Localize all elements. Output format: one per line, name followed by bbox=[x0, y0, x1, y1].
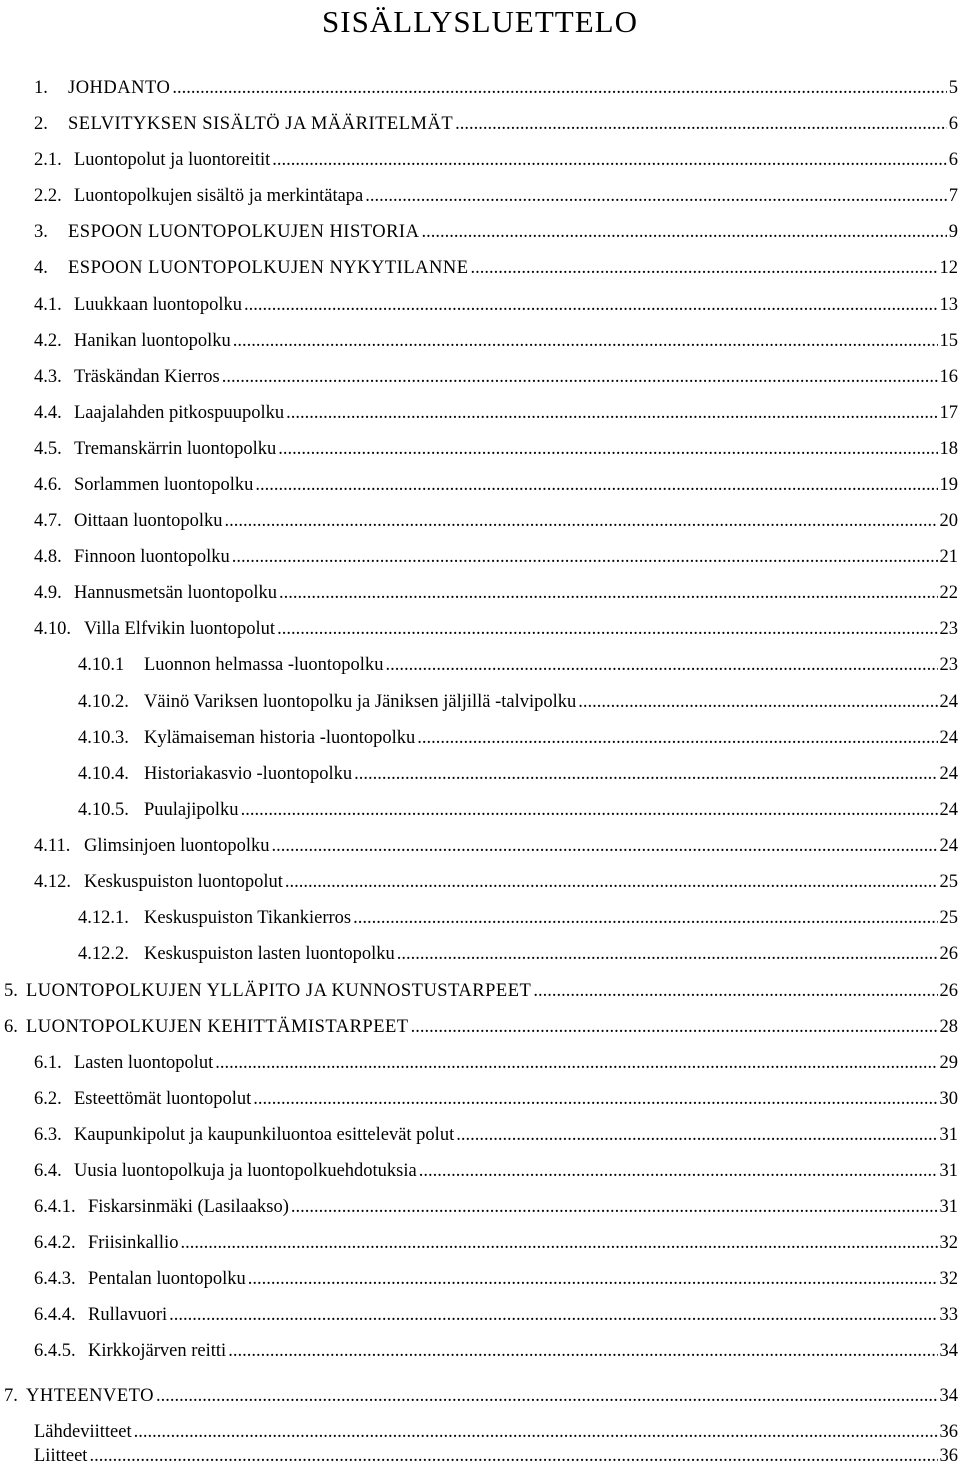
leader-dots bbox=[421, 219, 946, 245]
toc-entry-page: 19 bbox=[939, 475, 958, 495]
toc-entry-page: 25 bbox=[939, 908, 958, 928]
leader-dots bbox=[172, 75, 946, 101]
toc-entry-label: Luontopolut ja luontoreitit bbox=[74, 150, 271, 170]
toc-entry-label: Rullavuori bbox=[88, 1305, 168, 1325]
toc-entry-page: 20 bbox=[939, 511, 958, 531]
toc-entry-label: SELVITYKSEN SISÄLTÖ JA MÄÄRITELMÄT bbox=[68, 114, 454, 134]
toc-entry-page: 6 bbox=[948, 114, 958, 134]
toc-entry-4-10[interactable] bbox=[0, 616, 960, 642]
toc-entry-2[interactable] bbox=[0, 111, 960, 137]
toc-entry-page: 32 bbox=[939, 1269, 958, 1289]
toc-entry-page: 30 bbox=[939, 1089, 958, 1109]
leader-dots bbox=[232, 544, 938, 570]
toc-entry-4-7[interactable] bbox=[0, 508, 960, 534]
toc-entry-label: Väinö Variksen luontopolku ja Jäniksen jäljillä -talvipolku bbox=[144, 692, 577, 712]
leader-dots bbox=[456, 1122, 937, 1148]
toc-entry-4-10-5[interactable] bbox=[0, 797, 960, 823]
toc-entry-6-4-1[interactable] bbox=[0, 1194, 960, 1220]
toc-entry-2-1[interactable] bbox=[0, 147, 960, 173]
toc-entry-label: Pentalan luontopolku bbox=[88, 1269, 246, 1289]
toc-entry-page: 15 bbox=[939, 331, 958, 351]
toc-entry-4-5[interactable] bbox=[0, 436, 960, 462]
toc-entry-number: 6.4.5. bbox=[34, 1341, 76, 1361]
leader-dots bbox=[291, 1194, 938, 1220]
toc-entry-number: 1. bbox=[34, 78, 48, 98]
toc-entry-6-4-4[interactable] bbox=[0, 1302, 960, 1328]
toc-entry-label: Sorlammen luontopolku bbox=[74, 475, 254, 495]
toc-entry-number: 4.10.2. bbox=[78, 692, 129, 712]
toc-entry-label: Kylämaiseman historia -luontopolku bbox=[144, 728, 416, 748]
leader-dots bbox=[419, 1158, 938, 1184]
leader-dots bbox=[156, 1383, 938, 1409]
toc-entry-6-1[interactable] bbox=[0, 1050, 960, 1076]
toc-entry-number: 2. bbox=[34, 114, 48, 134]
leader-dots bbox=[225, 508, 938, 534]
leader-dots bbox=[365, 183, 946, 209]
toc-entry-6-3[interactable] bbox=[0, 1122, 960, 1148]
leader-dots bbox=[285, 869, 938, 895]
toc-entry-number: 5. bbox=[4, 981, 18, 1001]
toc-entry-page: 16 bbox=[939, 367, 958, 387]
leader-dots bbox=[278, 436, 937, 462]
toc-entry-4-4[interactable] bbox=[0, 400, 960, 426]
toc-entry-page: 23 bbox=[939, 619, 958, 639]
toc-entry-label: Finnoon luontopolku bbox=[74, 547, 230, 567]
toc-entry-4-3[interactable] bbox=[0, 364, 960, 390]
toc-entry-number: 3. bbox=[34, 222, 48, 242]
toc-entry-number: 6.4.1. bbox=[34, 1197, 76, 1217]
toc-entry-6-4-5[interactable] bbox=[0, 1338, 960, 1364]
toc-entry-2-2[interactable] bbox=[0, 183, 960, 209]
toc-entry-page: 12 bbox=[939, 258, 958, 278]
leader-dots bbox=[417, 725, 937, 751]
leader-dots bbox=[248, 1266, 938, 1292]
toc-entry-number: 6.4.4. bbox=[34, 1305, 76, 1325]
toc-entry-page: 23 bbox=[939, 655, 958, 675]
toc-entry-page: 7 bbox=[948, 186, 958, 206]
toc-entry-label: Fiskarsinmäki (Lasilaakso) bbox=[88, 1197, 289, 1217]
toc-entry-label: Historiakasvio -luontopolku bbox=[144, 764, 353, 784]
toc-entry-4-2[interactable] bbox=[0, 328, 960, 354]
leader-dots bbox=[272, 147, 946, 173]
toc-entry-4-10-3[interactable] bbox=[0, 725, 960, 751]
toc-entry-number: 4.10.3. bbox=[78, 728, 129, 748]
toc-entry-attachments[interactable] bbox=[0, 1443, 960, 1469]
toc-entry-4-9[interactable] bbox=[0, 580, 960, 606]
toc-entry-label: Kaupunkipolut ja kaupunkiluontoa esittelevät polut bbox=[74, 1125, 455, 1145]
toc-entry-label: Keskuspuiston luontopolut bbox=[84, 872, 283, 892]
toc-entry-number: 4.10.5. bbox=[78, 800, 129, 820]
toc-entry-number: 4.12.1. bbox=[78, 908, 129, 928]
toc-entry-label: YHTEENVETO bbox=[26, 1386, 154, 1406]
toc-entry-label: ESPOON LUONTOPOLKUJEN NYKYTILANNE bbox=[68, 258, 469, 278]
toc-entry-page: 22 bbox=[939, 583, 958, 603]
toc-entry-page: 36 bbox=[939, 1446, 958, 1466]
toc-entry-label: Uusia luontopolkuja ja luontopolkuehdotuksia bbox=[74, 1161, 417, 1181]
leader-dots bbox=[222, 364, 938, 390]
toc-entry-label: Friisinkallio bbox=[88, 1233, 179, 1253]
leader-dots bbox=[385, 652, 937, 678]
toc-entry-page: 36 bbox=[939, 1422, 958, 1442]
toc-entry-page: 24 bbox=[939, 800, 958, 820]
toc-entry-number: 4.8. bbox=[34, 547, 62, 567]
toc-entry-4[interactable] bbox=[0, 255, 960, 281]
toc-entry-page: 31 bbox=[939, 1125, 958, 1145]
toc-entry-3[interactable] bbox=[0, 219, 960, 245]
toc-entry-6-4[interactable] bbox=[0, 1158, 960, 1184]
leader-dots bbox=[272, 833, 938, 859]
toc-entry-label: Kirkkojärven reitti bbox=[88, 1341, 227, 1361]
toc-entry-4-10-4[interactable] bbox=[0, 761, 960, 787]
toc-entry-number: 4.3. bbox=[34, 367, 62, 387]
toc-entry-6-4-3[interactable] bbox=[0, 1266, 960, 1292]
toc-entry-label: Keskuspuiston lasten luontopolku bbox=[144, 944, 395, 964]
page-title: SISÄLLYSLUETTELO bbox=[322, 4, 638, 39]
toc-entry-number: 6.4.2. bbox=[34, 1233, 76, 1253]
toc-entry-label: Oittaan luontopolku bbox=[74, 511, 223, 531]
toc-entry-page: 5 bbox=[948, 78, 958, 98]
toc-entry-page: 24 bbox=[939, 764, 958, 784]
toc-entry-number: 4.7. bbox=[34, 511, 62, 531]
toc-entry-label: LUONTOPOLKUJEN YLLÄPITO JA KUNNOSTUSTARPEET bbox=[26, 981, 532, 1001]
toc-entry-label: Keskuspuiston Tikankierros bbox=[144, 908, 352, 928]
leader-dots bbox=[228, 1338, 937, 1364]
toc-entry-number: 2.1. bbox=[34, 150, 62, 170]
toc-entry-page: 21 bbox=[939, 547, 958, 567]
toc-entry-4-10-1[interactable] bbox=[0, 652, 960, 678]
toc-entry-number: 6.2. bbox=[34, 1089, 62, 1109]
leader-dots bbox=[455, 111, 947, 137]
toc-entry-number: 6.3. bbox=[34, 1125, 62, 1145]
leader-dots bbox=[241, 797, 938, 823]
leader-dots bbox=[253, 1086, 937, 1112]
toc-entry-number: 4.9. bbox=[34, 583, 62, 603]
toc-entry-page: 6 bbox=[948, 150, 958, 170]
toc-entry-label: Lasten luontopolut bbox=[74, 1053, 214, 1073]
toc-entry-number: 4.10.1 bbox=[78, 655, 125, 675]
leader-dots bbox=[354, 761, 937, 787]
toc-entry-label: Luukkaan luontopolku bbox=[74, 295, 243, 315]
leader-dots bbox=[233, 328, 938, 354]
toc-entry-number: 4.5. bbox=[34, 439, 62, 459]
toc-entry-label: Glimsinjoen luontopolku bbox=[84, 836, 270, 856]
toc-entry-page: 24 bbox=[939, 728, 958, 748]
leader-dots bbox=[286, 400, 937, 426]
leader-dots bbox=[279, 580, 938, 606]
toc-entry-page: 31 bbox=[939, 1197, 958, 1217]
toc-entry-number: 4.2. bbox=[34, 331, 62, 351]
toc-entry-page: 18 bbox=[939, 439, 958, 459]
toc-entry-page: 24 bbox=[939, 692, 958, 712]
toc-entry-number: 4. bbox=[34, 258, 48, 278]
toc-entry-label: Hanikan luontopolku bbox=[74, 331, 231, 351]
leader-dots bbox=[89, 1443, 937, 1469]
toc-entry-page: 26 bbox=[939, 944, 958, 964]
toc-entry-label: JOHDANTO bbox=[68, 78, 171, 98]
toc-entry-number: 4.6. bbox=[34, 475, 62, 495]
toc-entry-label: Luonnon helmassa -luontopolku bbox=[144, 655, 384, 675]
leader-dots bbox=[215, 1050, 937, 1076]
toc-entry-1[interactable] bbox=[0, 75, 960, 101]
leader-dots bbox=[180, 1230, 937, 1256]
toc-entry-page: 32 bbox=[939, 1233, 958, 1253]
toc-entry-number: 7. bbox=[4, 1386, 18, 1406]
toc-entry-label: ESPOON LUONTOPOLKUJEN HISTORIA bbox=[68, 222, 420, 242]
leader-dots bbox=[353, 905, 937, 931]
leader-dots bbox=[578, 689, 937, 715]
leader-dots bbox=[244, 292, 937, 318]
toc-entry-number: 4.10. bbox=[34, 619, 71, 639]
toc-entry-page: 25 bbox=[939, 872, 958, 892]
toc-entry-6[interactable] bbox=[0, 1014, 960, 1040]
toc-entry-references[interactable] bbox=[0, 1419, 960, 1445]
toc-entry-label: Esteettömät luontopolut bbox=[74, 1089, 252, 1109]
leader-dots bbox=[134, 1419, 938, 1445]
toc-entry-page: 26 bbox=[939, 981, 958, 1001]
toc-entry-4-8[interactable] bbox=[0, 544, 960, 570]
toc-entry-4-1[interactable] bbox=[0, 292, 960, 318]
toc-entry-page: 17 bbox=[939, 403, 958, 423]
toc-entry-label: Tremanskärrin luontopolku bbox=[74, 439, 277, 459]
toc-entry-page: 33 bbox=[939, 1305, 958, 1325]
toc-entry-number: 4.1. bbox=[34, 295, 62, 315]
toc-entry-number: 2.2. bbox=[34, 186, 62, 206]
toc-entry-page: 9 bbox=[948, 222, 958, 242]
toc-entry-6-2[interactable] bbox=[0, 1086, 960, 1112]
toc-entry-number: 4.12.2. bbox=[78, 944, 129, 964]
leader-dots bbox=[255, 472, 937, 498]
toc-entry-label: Liitteet bbox=[34, 1446, 88, 1466]
toc-entry-5[interactable] bbox=[0, 978, 960, 1004]
toc-entry-number: 4.4. bbox=[34, 403, 62, 423]
toc-entry-page: 28 bbox=[939, 1017, 958, 1037]
leader-dots bbox=[169, 1302, 937, 1328]
toc-entry-4-6[interactable] bbox=[0, 472, 960, 498]
toc-entry-4-12[interactable] bbox=[0, 869, 960, 895]
toc-entry-label: Villa Elfvikin luontopolut bbox=[84, 619, 276, 639]
toc-entry-number: 4.12. bbox=[34, 872, 71, 892]
toc-entry-page: 13 bbox=[939, 295, 958, 315]
toc-entry-number: 4.11. bbox=[34, 836, 71, 856]
toc-entry-4-10-2[interactable] bbox=[0, 689, 960, 715]
toc-entry-label: Träskändan Kierros bbox=[74, 367, 220, 387]
toc-entry-number: 6.4. bbox=[34, 1161, 62, 1181]
toc-entry-6-4-2[interactable] bbox=[0, 1230, 960, 1256]
toc-entry-4-11[interactable] bbox=[0, 833, 960, 859]
toc-entry-page: 24 bbox=[939, 836, 958, 856]
toc-entry-label: Luontopolkujen sisältö ja merkintätapa bbox=[74, 186, 364, 206]
toc-entry-number: 6.1. bbox=[34, 1053, 62, 1073]
toc-entry-page: 34 bbox=[939, 1341, 958, 1361]
toc-entry-page: 31 bbox=[939, 1161, 958, 1181]
toc-entry-number: 6.4.3. bbox=[34, 1269, 76, 1289]
toc-entry-4-12-1[interactable] bbox=[0, 905, 960, 931]
toc-entry-label: Hannusmetsän luontopolku bbox=[74, 583, 277, 603]
toc-entry-page: 34 bbox=[939, 1386, 958, 1406]
toc-entry-number: 4.10.4. bbox=[78, 764, 129, 784]
toc-entry-label: LUONTOPOLKUJEN KEHITTÄMISTARPEET bbox=[26, 1017, 409, 1037]
toc-entry-label: Lähdeviitteet bbox=[34, 1422, 132, 1442]
toc-entry-label: Puulajipolku bbox=[144, 800, 239, 820]
toc-entry-4-12-2[interactable] bbox=[0, 941, 960, 967]
leader-dots bbox=[397, 941, 938, 967]
toc-entry-page: 29 bbox=[939, 1053, 958, 1073]
leader-dots bbox=[533, 978, 937, 1004]
toc-entry-label: Laajalahden pitkospuupolku bbox=[74, 403, 285, 423]
leader-dots bbox=[471, 255, 938, 281]
leader-dots bbox=[277, 616, 937, 642]
toc-entry-number: 6. bbox=[4, 1017, 18, 1037]
toc-entry-7[interactable] bbox=[0, 1383, 960, 1409]
leader-dots bbox=[411, 1014, 938, 1040]
